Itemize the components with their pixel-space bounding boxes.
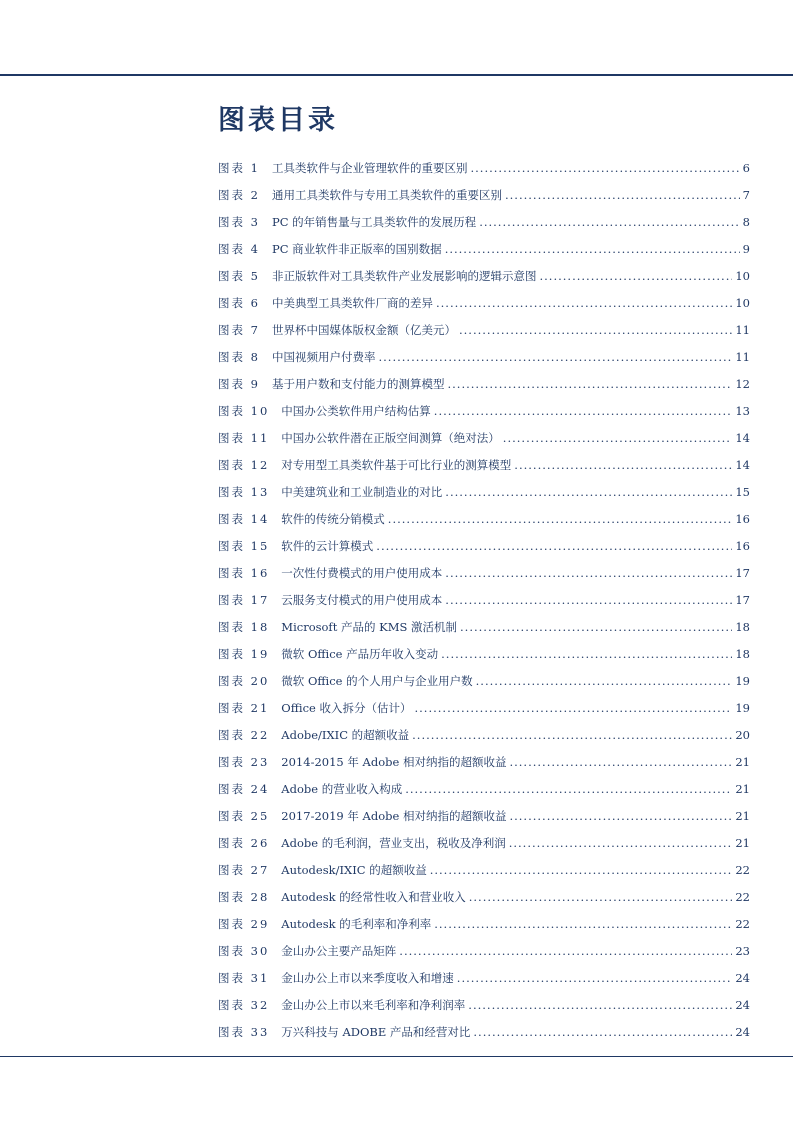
- toc-entry[interactable]: [218, 862, 750, 889]
- toc-figure-number: 图表 15: [218, 539, 270, 553]
- toc-entry[interactable]: [218, 889, 750, 916]
- toc-entry[interactable]: [218, 268, 750, 295]
- figure-list: [218, 160, 750, 1051]
- toc-entry[interactable]: [218, 916, 750, 943]
- toc-figure-number: 图表 17: [218, 593, 270, 607]
- toc-dot-leader: [445, 242, 740, 256]
- toc-figure-title: PC 的年销售量与工具类软件的发展历程: [271, 215, 477, 229]
- toc-page-number: 9: [742, 242, 750, 256]
- toc-dot-leader: [539, 269, 732, 283]
- toc-dot-leader: [457, 971, 733, 985]
- toc-figure-number: 图表 8: [218, 350, 260, 364]
- toc-dot-leader: [476, 674, 733, 688]
- toc-entry[interactable]: [218, 160, 750, 187]
- toc-figure-title: PC 商业软件非正版率的国别数据: [271, 242, 442, 256]
- toc-entry[interactable]: [218, 187, 750, 214]
- toc-figure-number: 图表 31: [218, 971, 270, 985]
- toc-figure-title: Adobe 的毛利润，营业支出，税收及净利润: [281, 836, 506, 850]
- toc-dot-leader: [399, 944, 732, 958]
- toc-page-number: 18: [735, 647, 750, 661]
- toc-page-number: 18: [735, 620, 750, 634]
- toc-page-number: 10: [735, 296, 750, 310]
- toc-page-number: 14: [735, 431, 750, 445]
- toc-dot-leader: [503, 431, 733, 445]
- toc-figure-title: 金山办公上市以来季度收入和增速: [281, 971, 454, 985]
- toc-dot-leader: [509, 809, 732, 823]
- toc-dot-leader: [505, 188, 740, 202]
- toc-dot-leader: [430, 863, 733, 877]
- toc-figure-number: 图表 7: [218, 323, 260, 337]
- toc-dot-leader: [479, 215, 739, 229]
- toc-figure-title: 2017-2019 年 Adobe 相对纳指的超额收益: [281, 809, 507, 823]
- toc-figure-title: 中国视频用户付费率: [271, 350, 376, 364]
- toc-entry[interactable]: [218, 214, 750, 241]
- toc-figure-title: Autodesk 的毛利率和净利率: [281, 917, 432, 931]
- toc-page-number: 6: [742, 161, 750, 175]
- toc-dot-leader: [468, 998, 732, 1012]
- toc-dot-leader: [436, 296, 732, 310]
- toc-figure-number: 图表 12: [218, 458, 270, 472]
- toc-entry[interactable]: [218, 241, 750, 268]
- toc-figure-number: 图表 6: [218, 296, 260, 310]
- toc-figure-title: 金山办公上市以来毛利率和净利润率: [281, 998, 466, 1012]
- toc-page-number: 13: [735, 404, 750, 418]
- toc-figure-title: 中国办公软件潜在正版空间测算（绝对法）: [281, 431, 500, 445]
- toc-entry[interactable]: [218, 430, 750, 457]
- toc-figure-number: 图表 23: [218, 755, 270, 769]
- toc-page-number: 16: [735, 539, 750, 553]
- toc-page-number: 15: [735, 485, 750, 499]
- toc-figure-number: 图表 3: [218, 215, 260, 229]
- toc-dot-leader: [469, 890, 733, 904]
- toc-dot-leader: [447, 377, 732, 391]
- toc-dot-leader: [473, 1025, 732, 1039]
- toc-entry[interactable]: [218, 619, 750, 646]
- toc-figure-title: 金山办公主要产品矩阵: [281, 944, 397, 958]
- toc-page-number: 11: [735, 350, 750, 364]
- toc-dot-leader: [376, 539, 732, 553]
- toc-dot-leader: [509, 836, 733, 850]
- toc-figure-number: 图表 30: [218, 944, 270, 958]
- toc-figure-number: 图表 19: [218, 647, 270, 661]
- toc-figure-title: Autodesk/IXIC 的超额收益: [281, 863, 427, 877]
- toc-entry[interactable]: [218, 349, 750, 376]
- toc-page-number: 24: [735, 1025, 750, 1039]
- toc-figure-title: 中美建筑业和工业制造业的对比: [281, 485, 443, 499]
- toc-figure-number: 图表 11: [218, 431, 270, 445]
- footer-rule: [0, 1056, 793, 1057]
- toc-dot-leader: [378, 350, 732, 364]
- toc-figure-title: Adobe/IXIC 的超额收益: [281, 728, 410, 742]
- toc-figure-title: Autodesk 的经常性收入和营业收入: [281, 890, 466, 904]
- toc-figure-title: Adobe 的营业收入构成: [281, 782, 403, 796]
- toc-page-number: 12: [735, 377, 750, 391]
- toc-figure-title: 微软 Office 的个人用户与企业用户数: [281, 674, 473, 688]
- toc-page-number: 20: [735, 728, 750, 742]
- toc-page-number: 21: [735, 836, 750, 850]
- toc-entry[interactable]: [218, 646, 750, 673]
- toc-figure-number: 图表 21: [218, 701, 270, 715]
- toc-entry[interactable]: [218, 835, 750, 862]
- toc-entry[interactable]: [218, 511, 750, 538]
- toc-entry[interactable]: [218, 565, 750, 592]
- toc-figure-number: 图表 22: [218, 728, 270, 742]
- toc-dot-leader: [470, 161, 739, 175]
- toc-page-number: 17: [735, 566, 750, 580]
- toc-page-number: 7: [742, 188, 750, 202]
- toc-page-number: 11: [735, 323, 750, 337]
- toc-dot-leader: [414, 701, 732, 715]
- toc-dot-leader: [412, 728, 732, 742]
- toc-figure-number: 图表 18: [218, 620, 270, 634]
- toc-entry[interactable]: [218, 700, 750, 727]
- toc-figure-number: 图表 14: [218, 512, 270, 526]
- toc-dot-leader: [445, 593, 732, 607]
- toc-dot-leader: [445, 485, 732, 499]
- toc-entry[interactable]: [218, 781, 750, 808]
- toc-page-number: 14: [735, 458, 750, 472]
- toc-page-number: 21: [735, 782, 750, 796]
- toc-figure-title: 工具类软件与企业管理软件的重要区别: [271, 161, 468, 175]
- toc-page-number: 19: [735, 701, 750, 715]
- toc-dot-leader: [459, 323, 732, 337]
- toc-figure-title: 软件的云计算模式: [281, 539, 374, 553]
- toc-figure-number: 图表 13: [218, 485, 270, 499]
- toc-entry[interactable]: [218, 457, 750, 484]
- toc-entry[interactable]: [218, 484, 750, 511]
- toc-page-number: 22: [735, 890, 750, 904]
- toc-figure-number: 图表 20: [218, 674, 270, 688]
- toc-figure-number: 图表 33: [218, 1025, 270, 1039]
- toc-figure-number: 图表 25: [218, 809, 270, 823]
- toc-entry[interactable]: [218, 592, 750, 619]
- toc-entry[interactable]: [218, 727, 750, 754]
- toc-figure-title: 2014-2015 年 Adobe 相对纳指的超额收益: [281, 755, 507, 769]
- toc-figure-title: 万兴科技与 ADOBE 产品和经营对比: [281, 1025, 471, 1039]
- toc-page-number: 22: [735, 917, 750, 931]
- toc-figure-title: 微软 Office 产品历年收入变动: [281, 647, 439, 661]
- toc-figure-number: 图表 4: [218, 242, 260, 256]
- toc-entry[interactable]: [218, 295, 750, 322]
- toc-page-number: 19: [735, 674, 750, 688]
- toc-dot-leader: [434, 917, 732, 931]
- toc-page-number: 16: [735, 512, 750, 526]
- toc-entry[interactable]: [218, 1024, 750, 1051]
- toc-figure-number: 图表 29: [218, 917, 270, 931]
- toc-entry[interactable]: [218, 376, 750, 403]
- toc-dot-leader: [405, 782, 732, 796]
- toc-figure-number: 图表 24: [218, 782, 270, 796]
- toc-figure-number: 图表 28: [218, 890, 270, 904]
- toc-page-number: 24: [735, 998, 750, 1012]
- toc-figure-number: 图表 2: [218, 188, 260, 202]
- toc-entry[interactable]: [218, 538, 750, 565]
- toc-dot-leader: [514, 458, 732, 472]
- toc-page-number: 24: [735, 971, 750, 985]
- toc-dot-leader: [434, 404, 733, 418]
- toc-figure-number: 图表 1: [218, 161, 260, 175]
- toc-page-number: 21: [735, 755, 750, 769]
- toc-figure-number: 图表 32: [218, 998, 270, 1012]
- toc-entry[interactable]: [218, 808, 750, 835]
- toc-page-number: 21: [735, 809, 750, 823]
- toc-entry[interactable]: [218, 970, 750, 997]
- toc-dot-leader: [445, 566, 732, 580]
- toc-entry[interactable]: [218, 322, 750, 349]
- toc-figure-title: Microsoft 产品的 KMS 激活机制: [281, 620, 458, 634]
- toc-figure-title: 基于用户数和支付能力的测算模型: [271, 377, 445, 391]
- toc-dot-leader: [441, 647, 732, 661]
- toc-entry[interactable]: [218, 754, 750, 781]
- toc-figure-title: 云服务支付模式的用户使用成本: [281, 593, 443, 607]
- toc-figure-title: 软件的传统分销模式: [281, 512, 385, 526]
- toc-entry[interactable]: [218, 997, 750, 1024]
- page-title: 图表目录: [218, 105, 338, 136]
- toc-figure-title: 通用工具类软件与专用工具类软件的重要区别: [271, 188, 502, 202]
- toc-page-number: 8: [742, 215, 750, 229]
- toc-page-number: 22: [735, 863, 750, 877]
- toc-figure-title: 非正版软件对工具类软件产业发展影响的逻辑示意图: [271, 269, 537, 283]
- toc-dot-leader: [388, 512, 733, 526]
- toc-figure-number: 图表 9: [218, 377, 260, 391]
- toc-figure-number: 图表 27: [218, 863, 270, 877]
- toc-figure-title: 一次性付费模式的用户使用成本: [281, 566, 443, 580]
- toc-figure-title: Office 收入拆分（估计）: [281, 701, 412, 715]
- header-rule: [0, 74, 793, 76]
- toc-figure-number: 图表 5: [218, 269, 260, 283]
- toc-page-number: 23: [735, 944, 750, 958]
- toc-figure-title: 对专用型工具类软件基于可比行业的测算模型: [281, 458, 512, 472]
- toc-figure-number: 图表 16: [218, 566, 270, 580]
- toc-dot-leader: [460, 620, 732, 634]
- toc-dot-leader: [509, 755, 732, 769]
- toc-page-number: 17: [735, 593, 750, 607]
- toc-figure-title: 世界杯中国媒体版权金额（亿美元）: [271, 323, 456, 337]
- toc-figure-number: 图表 26: [218, 836, 270, 850]
- toc-page-number: 10: [735, 269, 750, 283]
- toc-figure-number: 图表 10: [218, 404, 270, 418]
- toc-figure-title: 中美典型工具类软件厂商的差异: [271, 296, 433, 310]
- toc-entry[interactable]: [218, 403, 750, 430]
- toc-figure-title: 中国办公类软件用户结构估算: [281, 404, 431, 418]
- toc-entry[interactable]: [218, 673, 750, 700]
- toc-entry[interactable]: [218, 943, 750, 970]
